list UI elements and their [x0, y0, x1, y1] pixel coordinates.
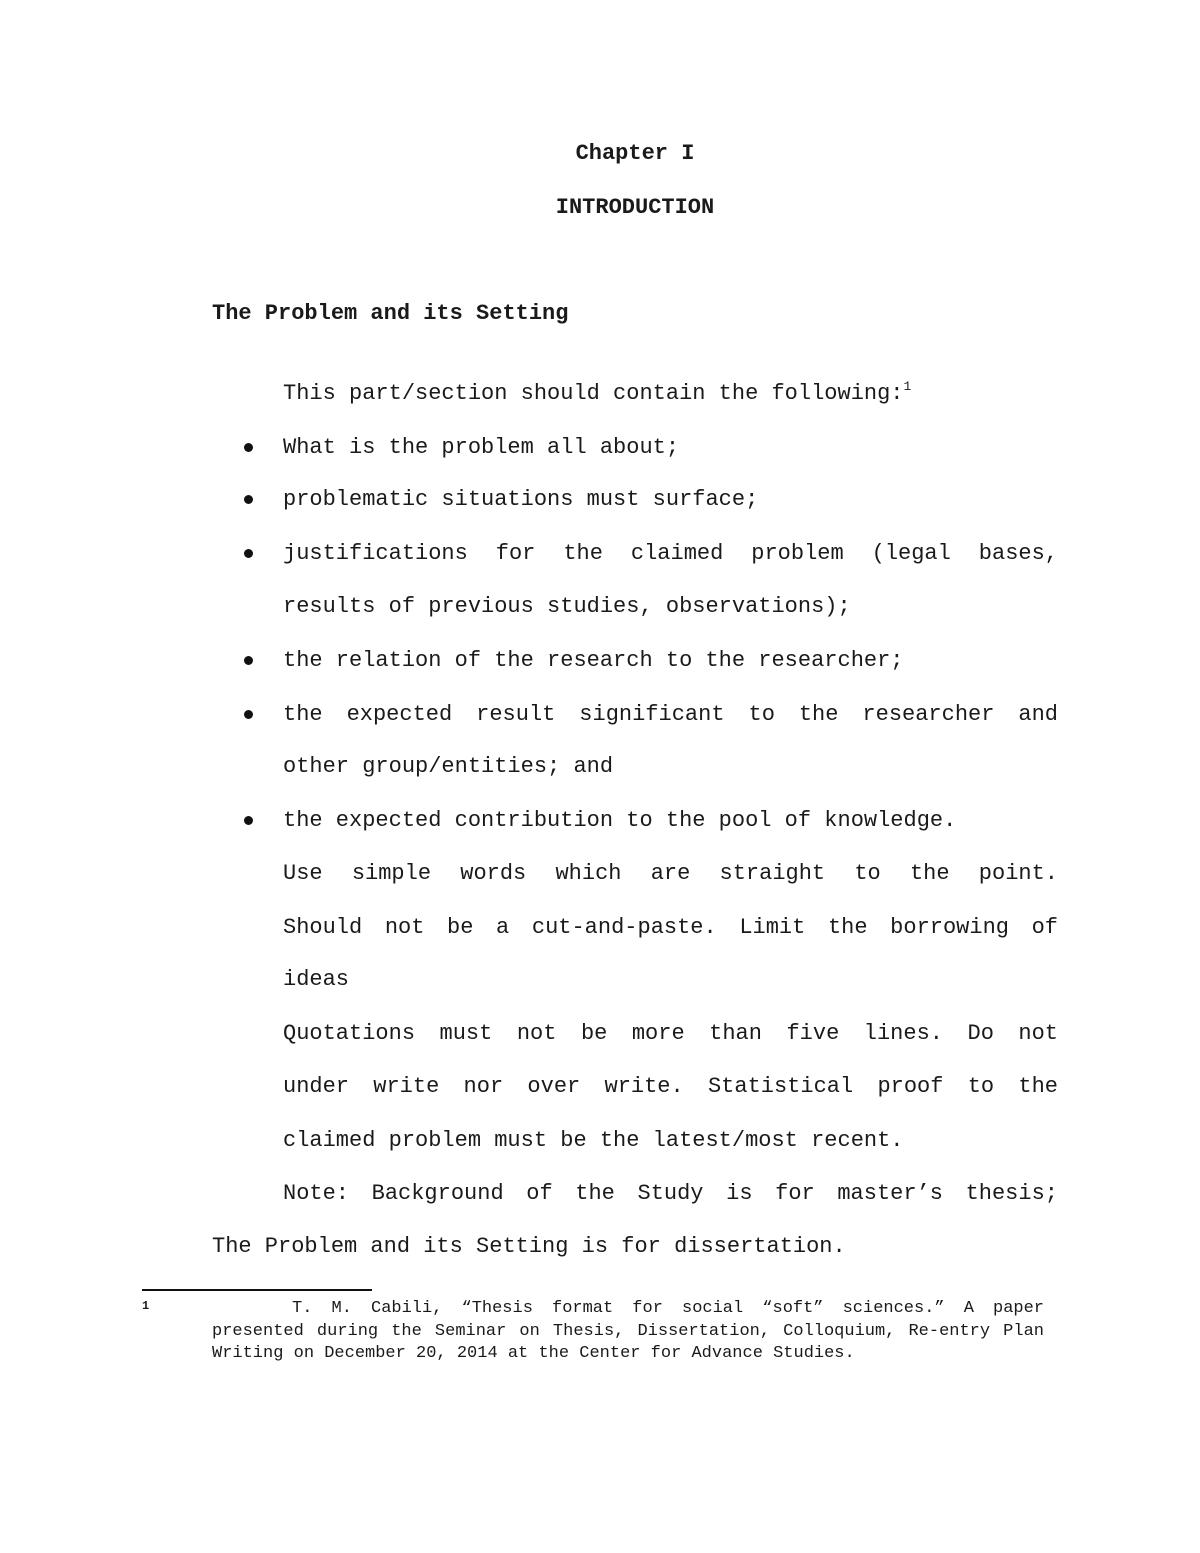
intro-text: This part/section should contain the following: [283, 381, 904, 406]
note-line: The Problem and its Setting is for dissertation. [212, 1234, 846, 1259]
bullet-icon [244, 549, 253, 558]
paragraph-line: Should not be a cut-and-paste. Limit the borrowing of [283, 915, 1058, 940]
list-item-continuation: other group/entities; and [283, 754, 614, 779]
list-item: the expected result significant to the researcher and [283, 702, 1058, 727]
paragraph-line: Quotations must not be more than five lines. Do not [283, 1021, 1058, 1046]
intro-line [283, 381, 911, 406]
footnote-separator [142, 1289, 372, 1291]
paragraph-line: Use simple words which are straight to the point. [283, 861, 1058, 886]
footnote-text: T. M. Cabili, “Thesis format for social “soft” sciences.” A paper presented during the Seminar on Thesis, Dissertation, Colloquium, Re-entry Plan Writing on December 20, 2014 at the Center for Advance Studies. [212, 1299, 1044, 1363]
list-item: problematic situations must surface; [283, 487, 759, 512]
footnote-reference[interactable]: 1 [903, 379, 912, 394]
paragraph-line: under write nor over write. Statistical proof to the [283, 1074, 1058, 1099]
list-item: the relation of the research to the researcher; [283, 648, 904, 673]
list-item-continuation: results of previous studies, observations); [283, 594, 851, 619]
chapter-label: Chapter I [575, 141, 695, 166]
footnote-marker: 1 [142, 1299, 150, 1313]
note-line: Note: Background of the Study is for master’s thesis; [283, 1181, 1058, 1206]
bullet-icon [244, 443, 253, 452]
bullet-icon [244, 495, 253, 504]
list-item: What is the problem all about; [283, 435, 680, 460]
paragraph-line: ideas [283, 967, 350, 992]
section-title: The Problem and its Setting [212, 301, 569, 326]
bullet-icon [244, 710, 253, 719]
paragraph-line: claimed problem must be the latest/most recent. [283, 1128, 904, 1153]
list-item: the expected contribution to the pool of knowledge. [283, 808, 957, 833]
chapter-title: INTRODUCTION [555, 195, 715, 220]
bullet-icon [244, 816, 253, 825]
bullet-icon [244, 656, 253, 665]
list-item: justifications for the claimed problem (legal bases, [283, 541, 1058, 566]
